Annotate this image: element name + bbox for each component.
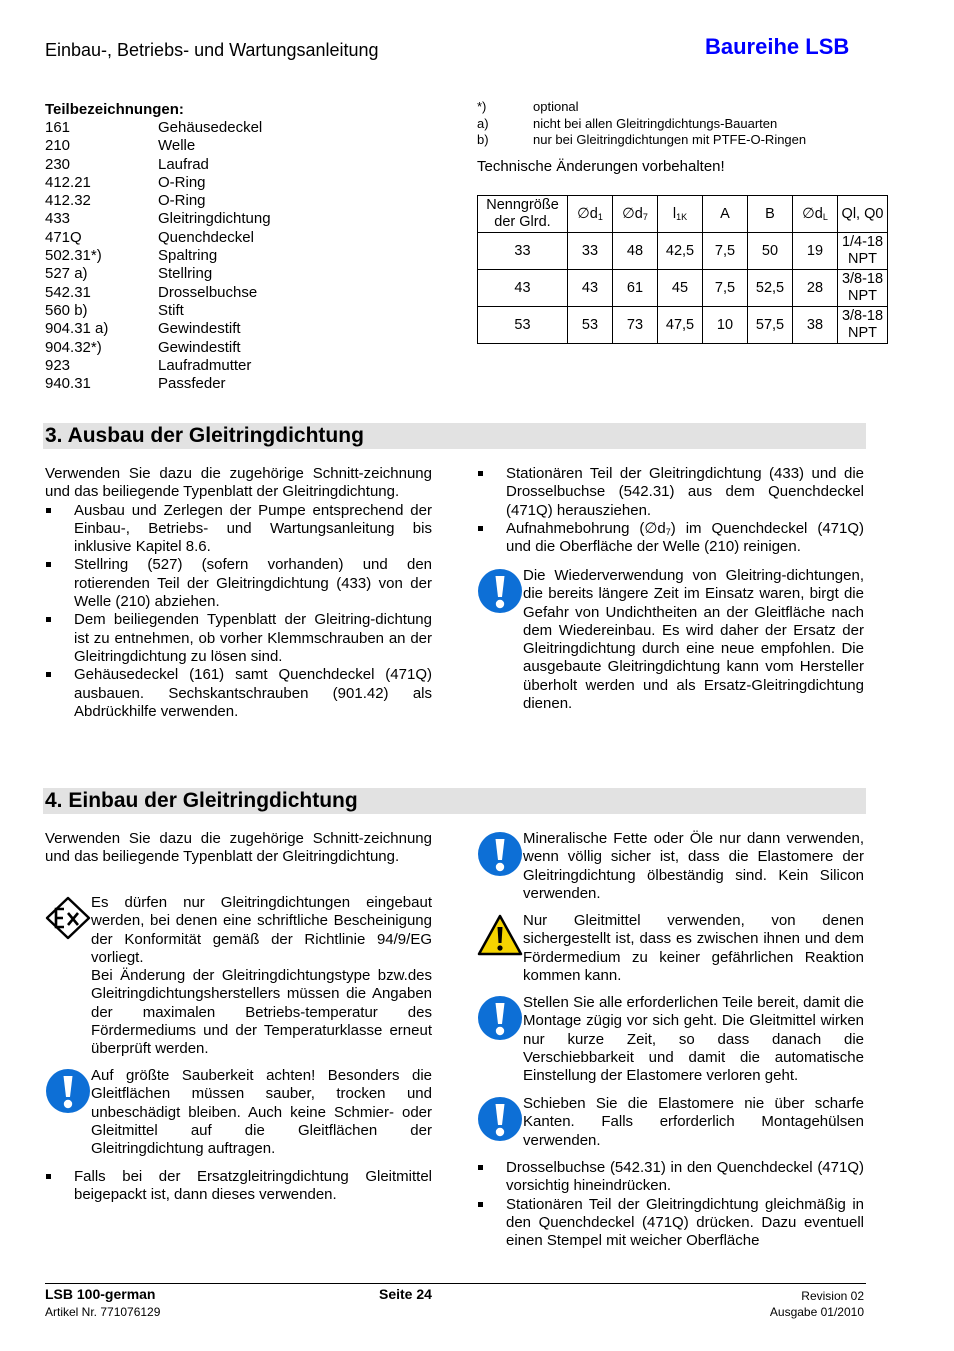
cell-d1: 43: [568, 270, 613, 307]
document-header-title: Einbau-, Betriebs- und Wartungsanleitung: [45, 40, 379, 60]
grease-notice: [477, 830, 864, 903]
table-row: [478, 307, 888, 344]
sharp-edges-notice: [477, 1095, 864, 1150]
cell-d7: 61: [613, 270, 658, 307]
part-number: 412.21: [45, 173, 91, 191]
section-3-left-column: [45, 465, 432, 721]
table-row: [478, 270, 888, 307]
part-number: 904.32*): [45, 338, 102, 356]
part-name: Stift: [158, 301, 184, 319]
cell-dl: 38: [793, 307, 838, 344]
parts-heading: Teilbezeichnungen:: [45, 101, 184, 118]
part-name: Gehäusedeckel: [158, 119, 263, 136]
part-name: Spaltring: [158, 247, 218, 265]
dimensions-table: [477, 195, 888, 344]
preparation-notice: [477, 994, 864, 1085]
part-name: Gewindestift: [158, 338, 241, 356]
table-header-row: [478, 196, 888, 233]
sharp-edges-notice-text: Schieben Sie die Elastomere nie über scharfe Kanten. Falls erforderlich Montagehülsen verwenden.: [523, 1095, 864, 1149]
header-dl-label: ∅d: [802, 206, 823, 222]
part-number: 527 a): [45, 265, 88, 283]
cell-l1k: 45: [658, 270, 703, 307]
table-row: [478, 233, 888, 270]
cell-d7: 73: [613, 307, 658, 344]
part-name: Stellring: [158, 265, 213, 283]
warning-notice: [477, 912, 864, 985]
section-4-right-bullets: [477, 1159, 864, 1250]
part-row: [45, 192, 345, 210]
part-row: [45, 247, 345, 265]
part-number: 433: [45, 210, 71, 228]
ex-notice-paragraph-1: Es dürfen nur Gleitringdichtungen eingebaut werden, bei denen eine schriftliche Bescheinigung der Konformität gemäß der Richtlinie 94/9/EG vorliegt.: [91, 894, 432, 966]
ex-notice: [45, 894, 432, 1059]
footnote-key: *): [477, 99, 487, 114]
part-name: Welle: [158, 137, 196, 155]
footnotes: [477, 99, 806, 149]
footer-model: LSB 100-german: [45, 1286, 156, 1302]
section-4-intro: Verwenden Sie dazu die zugehörige Schnitt-zeichnung und das beiliegende Typenblatt der Gleitringdichtung.: [45, 830, 432, 866]
footer-divider: [45, 1283, 866, 1284]
header-l1k-label: l: [672, 206, 677, 222]
cell-a: 10: [703, 307, 748, 344]
series-title: Baureihe LSB: [705, 34, 850, 59]
list-item: Stationären Teil der Gleitringdichtung (433) und die Drosselbuchse (542.31) aus dem Quenchdeckel (471Q) herausziehen.: [477, 465, 864, 520]
grease-notice-text: Mineralische Fette oder Öle nur dann verwenden, wenn völlig sicher ist, dass die Elastomere der Gleitringdichtung ölbeständig sind. Kein Silicon verwenden.: [523, 830, 864, 902]
header-b: B: [748, 196, 793, 233]
cell-d1: 53: [568, 307, 613, 344]
section-4-heading: 4. Einbau der Gleitringdichtung: [43, 788, 866, 814]
section-4-left-bullets: [45, 1168, 432, 1205]
header-d1-sub: 1: [597, 212, 603, 222]
header-d7-sub: 7: [642, 212, 648, 222]
section-3-heading: 3. Ausbau der Gleitringdichtung: [43, 423, 866, 449]
info-exclamation-icon: [477, 568, 523, 614]
part-row: [45, 320, 345, 338]
part-number: 502.31*): [45, 247, 102, 265]
part-name: Laufrad: [158, 155, 209, 173]
list-item: Gehäusedeckel (161) samt Quenchdeckel (471Q) ausbauen. Sechskantschrauben (901.42) als Abdrückhilfe verwenden.: [45, 666, 432, 721]
list-item: [477, 520, 864, 557]
cell-size: 43: [478, 270, 568, 307]
cell-thread-size: 3/8-18: [841, 308, 884, 324]
preparation-notice-text: Stellen Sie alle erforderlichen Teile bereit, damit die Montage zügig vor sich geht. Die Gleitmittel wirken nur kurze Zeit, so dass danach die Verschiebbarkeit und damit die automatische Einstellung der Elastomere verloren geht.: [523, 994, 864, 1085]
footer-page-number: Seite 24: [379, 1286, 432, 1302]
part-row: [45, 210, 345, 228]
header-ql-q0: Ql, Q0: [838, 196, 888, 233]
header-l1k: [658, 196, 703, 233]
section-3-right-column: [477, 465, 864, 556]
cleanliness-notice-text: Auf größte Sauberkeit achten! Besonders die Gleitflächen müssen sauber, trocken und unbeschädigt bleiben. Auch keine Schmier- oder Gleitmittel auf die Gleitflächen der Gleitringdichtung auftragen.: [91, 1067, 432, 1158]
part-number: 412.32: [45, 192, 91, 210]
header-size-line1: Nenngröße: [486, 197, 559, 213]
part-number: 161: [45, 119, 71, 136]
section-3-left-bullets: [45, 502, 432, 722]
header-l1k-sub: 1K: [676, 212, 688, 222]
info-exclamation-icon: [477, 831, 523, 877]
header-dl: [793, 196, 838, 233]
part-row: [45, 137, 345, 155]
footnote-row: [477, 132, 806, 149]
cell-thread-size: 1/4-18: [841, 234, 884, 250]
section-3-intro: Verwenden Sie dazu die zugehörige Schnitt-zeichnung und das beiliegende Typenblatt der Gleitringdichtung.: [45, 465, 432, 501]
cell-thread: [838, 233, 888, 270]
section-3-right-bullets: [477, 465, 864, 556]
part-row: [45, 174, 345, 192]
footnote-text: nicht bei allen Gleitringdichtungs-Bauarten: [533, 115, 778, 131]
part-name: Gewindestift: [158, 320, 241, 338]
cell-thread-type: NPT: [848, 325, 877, 341]
ex-notice-paragraph-2: Bei Änderung der Gleitringdichtungstype bzw.des Gleitringdichtungsherstellers müssen die Angaben der maximalen Betriebs-temperatur des Fördermediums und der Temperaturklasse erneut überprüft werden.: [91, 967, 432, 1058]
cell-d1: 33: [568, 233, 613, 270]
part-row: [45, 119, 345, 137]
cell-d7: 48: [613, 233, 658, 270]
bullet-subscript: 7: [665, 526, 671, 537]
footer-article-number: Artikel Nr. 771076129: [45, 1305, 161, 1319]
part-name: O-Ring: [158, 173, 206, 191]
part-name: Quenchdeckel: [158, 228, 254, 246]
header-dl-sub: L: [822, 212, 828, 222]
header-d7-label: ∅d: [622, 206, 643, 222]
bullet-text-part: Aufnahmebohrung (∅d: [506, 519, 666, 537]
footer-revision: Revision 02: [801, 1289, 864, 1303]
cell-thread-size: 3/8-18: [841, 271, 884, 287]
cell-thread-type: NPT: [848, 288, 877, 304]
cell-a: 7,5: [703, 233, 748, 270]
footnote-row: [477, 116, 806, 133]
footnote-text: optional: [533, 99, 579, 114]
info-exclamation-icon: [477, 995, 523, 1041]
cell-dl: 28: [793, 270, 838, 307]
reuse-notice: [477, 567, 864, 713]
cell-l1k: 47,5: [658, 307, 703, 344]
list-item: Falls bei der Ersatzgleitringdichtung Gleitmittel beigepackt ist, dann dieses verwenden.: [45, 1168, 432, 1205]
cell-l1k: 42,5: [658, 233, 703, 270]
cell-b: 52,5: [748, 270, 793, 307]
header-size-line2: der Glrd.: [494, 214, 551, 230]
part-row: [45, 339, 345, 357]
cell-b: 50: [748, 233, 793, 270]
cell-thread: [838, 270, 888, 307]
part-row: [45, 375, 345, 393]
list-item: Dem beiliegenden Typenblatt der Gleitring-dichtung ist zu entnehmen, ob vorher Klemmschrauben an der Gleitringdichtung zu lösen sind.: [45, 611, 432, 666]
part-name: Laufradmutter: [158, 356, 252, 374]
footnote-text: nur bei Gleitringdichtungen mit PTFE-O-Ringen: [533, 132, 807, 147]
part-row: [45, 357, 345, 375]
warning-notice-text: Nur Gleitmittel verwenden, von denen sichergestellt ist, dass es zwischen ihnen und dem Fördermedium zu keiner gefährlichen Reaktion kommen kann.: [523, 912, 864, 984]
header-d1: [568, 196, 613, 233]
cell-thread-type: NPT: [848, 251, 877, 267]
list-item: Stellring (527) (sofern vorhanden) und den rotierenden Teil der Gleitringdichtung (433) von der Welle (210) abziehen.: [45, 556, 432, 611]
part-row: [45, 156, 345, 174]
part-row: [45, 229, 345, 247]
part-number: 560 b): [45, 301, 88, 319]
part-row: [45, 265, 345, 283]
ex-atex-icon: [45, 895, 91, 941]
footer-issue-date: Ausgabe 01/2010: [769, 1305, 864, 1319]
footnote-key: a): [477, 115, 489, 131]
cell-dl: 19: [793, 233, 838, 270]
info-exclamation-icon: [477, 1096, 523, 1142]
part-name: Passfeder: [158, 375, 226, 393]
header-a: A: [703, 196, 748, 233]
technical-changes-note: Technische Änderungen vorbehalten!: [477, 158, 725, 175]
reuse-notice-text: Die Wiederverwendung von Gleitring-dichtungen, die bereits längere Zeit im Einsatz waren, birgt die Gefahr von Undichtheiten an der Gleitfläche nach dem Wiedereinbau. Es wird daher der Ersatz der Gleitringdichtung durch eine neue empfohlen. Die ausgebaute Gleitringdichtung kann vom Hersteller überholt werden und als Ersatz-Gleitringdichtung dienen.: [523, 567, 864, 713]
list-item: Ausbau und Zerlegen der Pumpe entsprechend der Einbau-, Betriebs- und Wartungsanleitung bis inklusive Kapitel 8.6.: [45, 502, 432, 557]
part-number: 923: [45, 356, 71, 374]
part-number: 542.31: [45, 283, 91, 301]
cell-a: 7,5: [703, 270, 748, 307]
warning-triangle-icon: [477, 913, 523, 959]
info-exclamation-icon: [45, 1068, 91, 1114]
cell-thread: [838, 307, 888, 344]
part-name: Gleitringdichtung: [158, 210, 271, 228]
bullet-list: [477, 1159, 864, 1250]
part-number: 471Q: [45, 228, 82, 246]
part-number: 210: [45, 137, 71, 155]
cleanliness-notice: [45, 1067, 432, 1158]
header-d1-label: ∅d: [577, 206, 598, 222]
ex-notice-text: [91, 894, 432, 1059]
bullet-text-part: ) im Quenchdeckel (471Q) und die Oberfläche der Welle (210) reinigen.: [506, 519, 865, 556]
part-name: Drosselbuchse: [158, 283, 258, 301]
part-number: 904.31 a): [45, 320, 109, 338]
cell-size: 33: [478, 233, 568, 270]
list-item: Stationären Teil der Gleitringdichtung gleichmäßig in den Quenchdeckel (471Q) drücken. Dazu eventuell einen Stempel mit weicher Oberfläche: [477, 1196, 864, 1251]
header-nominal-size: [478, 196, 568, 233]
footnote-row: [477, 99, 806, 116]
bullet-list: [45, 1168, 432, 1205]
header-d7: [613, 196, 658, 233]
part-number: 940.31: [45, 375, 91, 393]
footnote-key: b): [477, 132, 489, 147]
part-row: [45, 284, 345, 302]
parts-list: [45, 119, 345, 393]
part-number: 230: [45, 155, 71, 173]
list-item: Drosselbuchse (542.31) in den Quenchdeckel (471Q) vorsichtig hineindrücken.: [477, 1159, 864, 1196]
part-row: [45, 302, 345, 320]
cell-size: 53: [478, 307, 568, 344]
part-name: O-Ring: [158, 192, 206, 210]
cell-b: 57,5: [748, 307, 793, 344]
